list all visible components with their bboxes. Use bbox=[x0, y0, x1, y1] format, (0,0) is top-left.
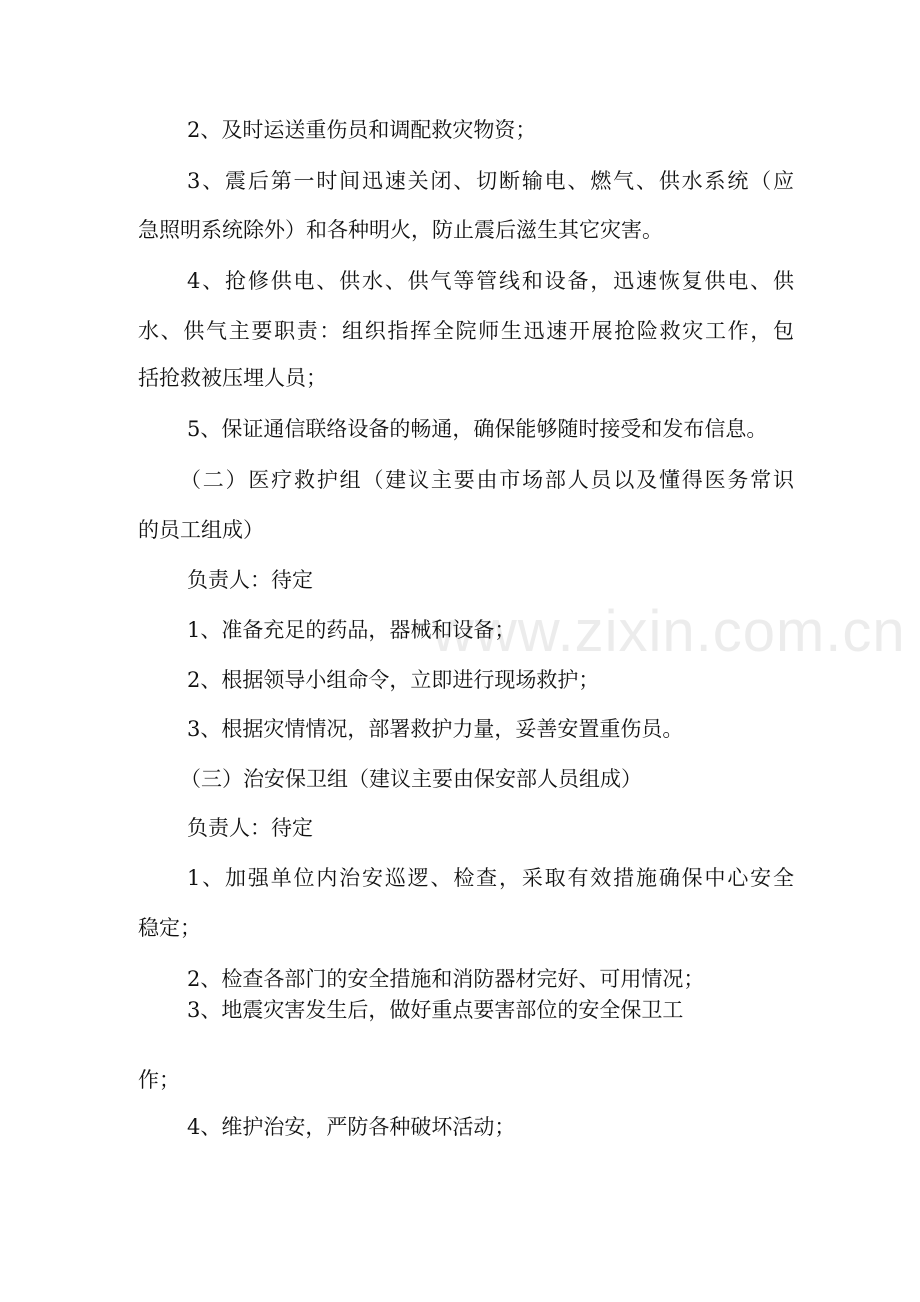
text-line: 水、供气主要职责：组织指挥全院师生迅速开展抢险救灾工作，包 bbox=[138, 319, 794, 343]
text-line: 5、保证通信联络设备的畅通，确保能够随时接受和发布信息。 bbox=[187, 417, 768, 441]
watermark: www.zixin.com.cn bbox=[432, 599, 906, 664]
text-line: 1、准备充足的药品，器械和设备； bbox=[187, 618, 516, 642]
text-line: （二）医疗救护组（建议主要由市场部人员以及懂得医务常识 bbox=[180, 468, 794, 492]
text-line: 稳定； bbox=[138, 916, 201, 940]
text-line: 的员工组成） bbox=[138, 518, 264, 542]
text-line: 4、维护治安，严防各种破坏活动； bbox=[187, 1115, 516, 1139]
text-line: 2、检查各部门的安全措施和消防器材完好、可用情况； bbox=[187, 967, 705, 991]
text-line: （三）治安保卫组（建议主要由保安部人员组成） bbox=[180, 767, 642, 791]
text-line: 3、地震灾害发生后，做好重点要害部位的安全保卫工 bbox=[187, 998, 684, 1022]
text-line: 3、震后第一时间迅速关闭、切断输电、燃气、供水系统（应 bbox=[187, 169, 794, 193]
text-line: 3、根据灾情情况，部署救护力量，妥善安置重伤员。 bbox=[187, 717, 684, 741]
text-line: 负责人：待定 bbox=[187, 816, 313, 840]
text-line: 2、及时运送重伤员和调配救灾物资； bbox=[187, 118, 537, 142]
text-line: 作； bbox=[138, 1068, 180, 1092]
text-line: 负责人：待定 bbox=[187, 568, 313, 592]
text-line: 4、抢修供电、供水、供气等管线和设备，迅速恢复供电、供 bbox=[187, 269, 794, 293]
text-line: 2、根据领导小组命令，立即进行现场救护； bbox=[187, 668, 600, 692]
text-line: 括抢救被压埋人员； bbox=[138, 366, 327, 390]
text-line: 急照明系统除外）和各种明火，防止震后滋生其它灾害。 bbox=[138, 218, 663, 242]
text-line: 1、加强单位内治安巡逻、检查，采取有效措施确保中心安全 bbox=[187, 866, 794, 890]
